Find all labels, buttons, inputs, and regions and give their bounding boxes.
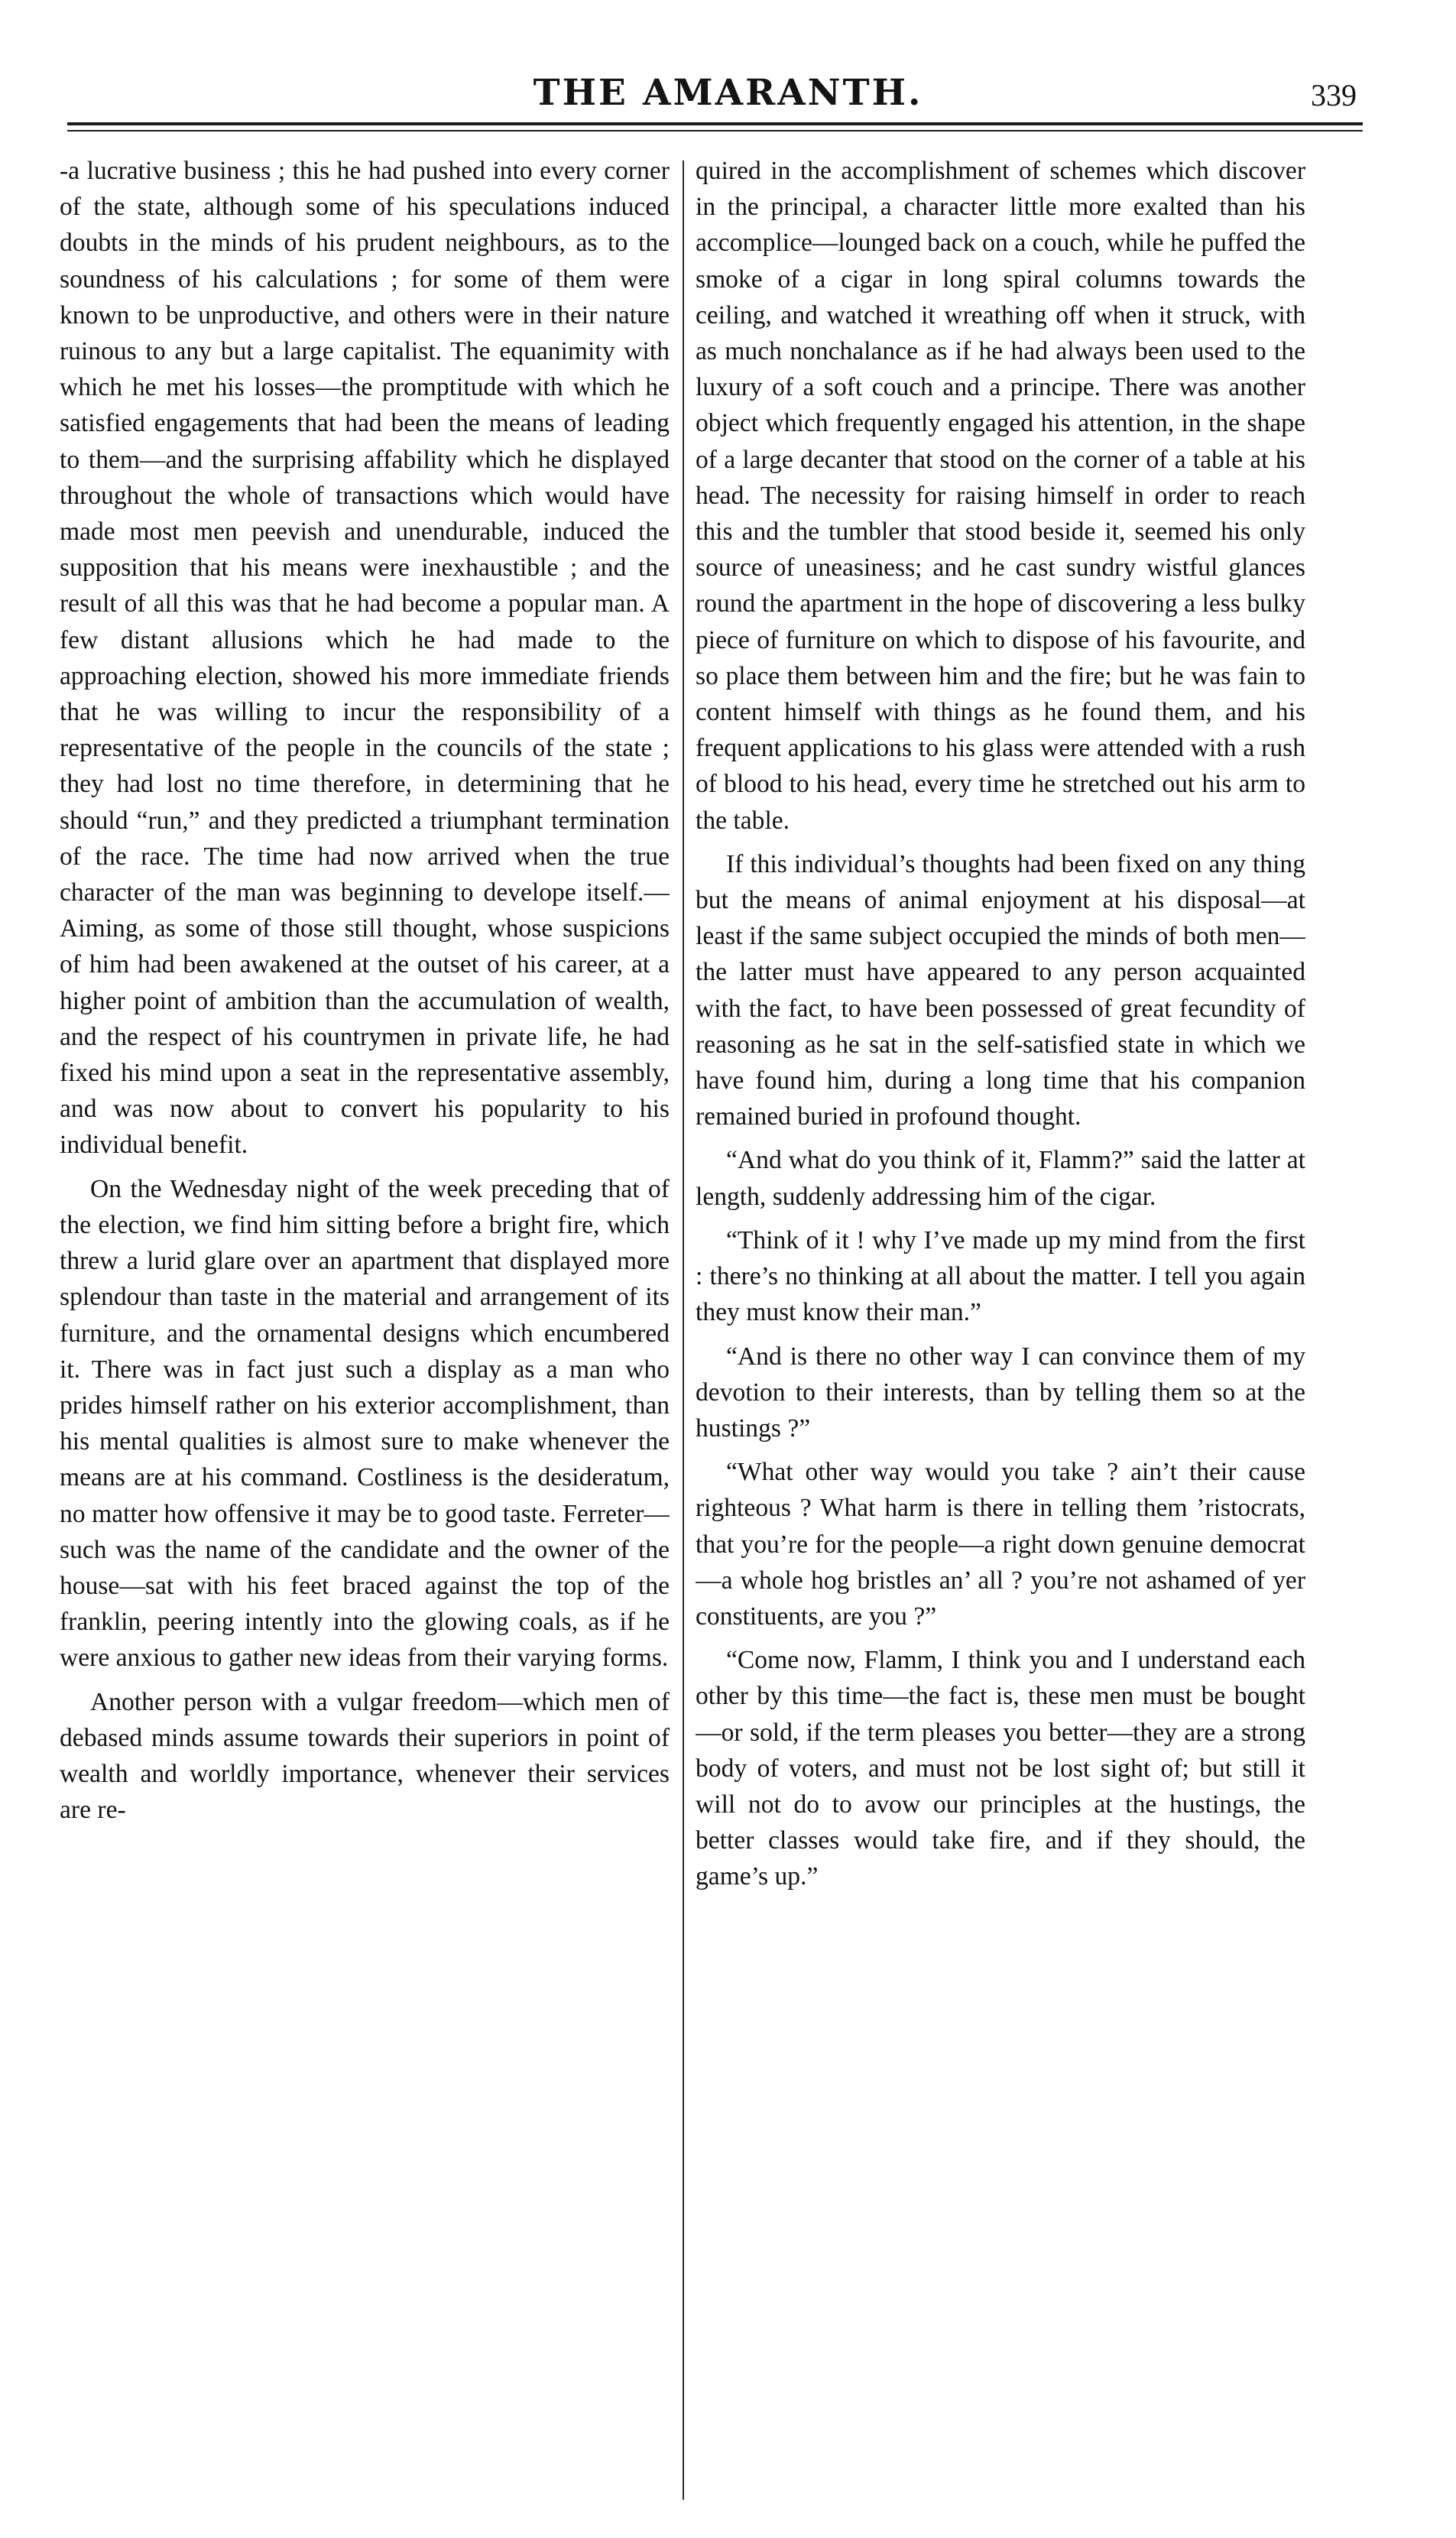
paragraph: “Think of it ! why I’ve made up my mind from the first : there’s no thinking at all about the matter. I tell you again they must know their man.” <box>696 1225 1305 1327</box>
paragraph: If this individual’s thoughts had been fixed on any thing but the means of animal enjoyment at his disposal—at least if the same subject occupied the minds of both men—the latter must have appeared to any person acquainted with the fact, to have been possessed of great fecundity of reasoning as he sat in the self-satisfied state in which we have found him, during a long time that his companion remained buried in profound thought. <box>696 849 1305 1131</box>
page-header <box>0 0 1456 130</box>
paragraph: “What other way would you take ? ain’t their cause righteous ? What harm is there in telling them ’ristocrats, that you’re for the people—a right down genuine democrat—a whole hog bristles an’ all ? you’re not ashamed of yer constituents, are you ?” <box>696 1458 1305 1631</box>
header-rule-thin <box>67 130 1363 131</box>
right-column <box>696 153 1305 2507</box>
paragraph: -a lucrative business ; this he had pushed into every corner of the state, although some of his speculations induced doubts in the minds of his prudent neighbours, as to the soundness of his calculations ; for some of them were known to be unproductive, and others were in their nature ruinous to any but a large capitalist. The equanimity with which he met his losses—the promptitude with which he satisfied engagements that had been the means of leading to them—and the surprising affability which he displayed throughout the whole of transactions which would have made most men peevish and unendurable, induced the supposition that his means were inexhaustible ; and the result of all this was that he had become a popular man. A few distant allusions which he had made to the approaching election, showed his more immediate friends that he was willing to incur the responsibility of a representative of the people in the councils of the state ; they had lost no time therefore, in determining that he should “run,” and they predicted a triumphant termination of the race. The time had now arrived when the true character of the man was beginning to develope itself.—Aiming, as some of those still thought, whose suspicions of him had been awakened at the outset of his career, at a higher point of ambition than the accumulation of wealth, and the respect of his countrymen in private life, he had fixed his mind upon a seat in the representative assembly, and was now about to convert his popularity to his individual benefit. <box>60 157 670 1160</box>
paragraph: Another person with a vulgar freedom—which men of debased minds assume towards their superiors in point of wealth and worldly importance, whenever their services are re- <box>60 1687 670 1825</box>
paragraph: On the Wednesday night of the week preceding that of the election, we find him sitting before a bright fire, which threw a lurid glare over an apartment that displayed more splendour than taste in the material and arrangement of its furniture, and the ornamental designs which encumbered it. There was in fact just such a display as a man who prides himself rather on his exterior accomplishment, than his mental qualities is almost sure to make whenever the means are at his command. Costliness is the desideratum, no matter how offensive it may be to good taste. Ferreter—such was the name of the candidate and the owner of the house—sat with his feet braced against the top of the franklin, peering intently into the glowing coals, as if he were anxious to gather new ideas from their varying forms. <box>60 1174 670 1673</box>
left-column <box>60 153 670 2507</box>
paragraph: quired in the accomplishment of schemes which discover in the principal, a character little more exalted than his accomplice—lounged back on a couch, while he puffed the smoke of a cigar in long spiral columns towards the ceiling, and watched it wreathing off when it struck, with as much nonchalance as if he had always been used to the luxury of a soft couch and a principe. There was another object which frequently engaged his attention, in the shape of a large decanter that stood on the corner of a table at his head. The necessity for raising himself in order to reach this and the tumbler that stood beside it, seemed his only source of uneasiness; and he cast sundry wistful glances round the apartment in the hope of discovering a less bulky piece of furniture on which to dispose of his favourite, and so place them between him and the fire; but he was fain to content himself with things as he found them, and his frequent applications to his glass were attended with a rush of blood to his head, every time he stretched out his arm to the table. <box>696 157 1305 835</box>
journal-title: THE AMARANTH. <box>533 72 923 114</box>
page-number: 339 <box>1311 78 1357 112</box>
paragraph: “And what do you think of it, Flamm?” said the latter at length, suddenly addressing him of the cigar. <box>696 1146 1305 1211</box>
paragraph: “Come now, Flamm, I think you and I understand each other by this time—the fact is, these men must be bought—or sold, if the term pleases you better—they are a strong body of voters, and must not be lost sight of; but still it will not do to avow our principles at the hustings, the better classes would take fire, and if they should, the game’s up.” <box>696 1646 1305 1891</box>
column-divider <box>683 161 684 2500</box>
header-rule <box>67 122 1363 125</box>
paragraph: “And is there no other way I can convince them of my devotion to their interests, than by telling them so at the hustings ?” <box>696 1342 1305 1443</box>
